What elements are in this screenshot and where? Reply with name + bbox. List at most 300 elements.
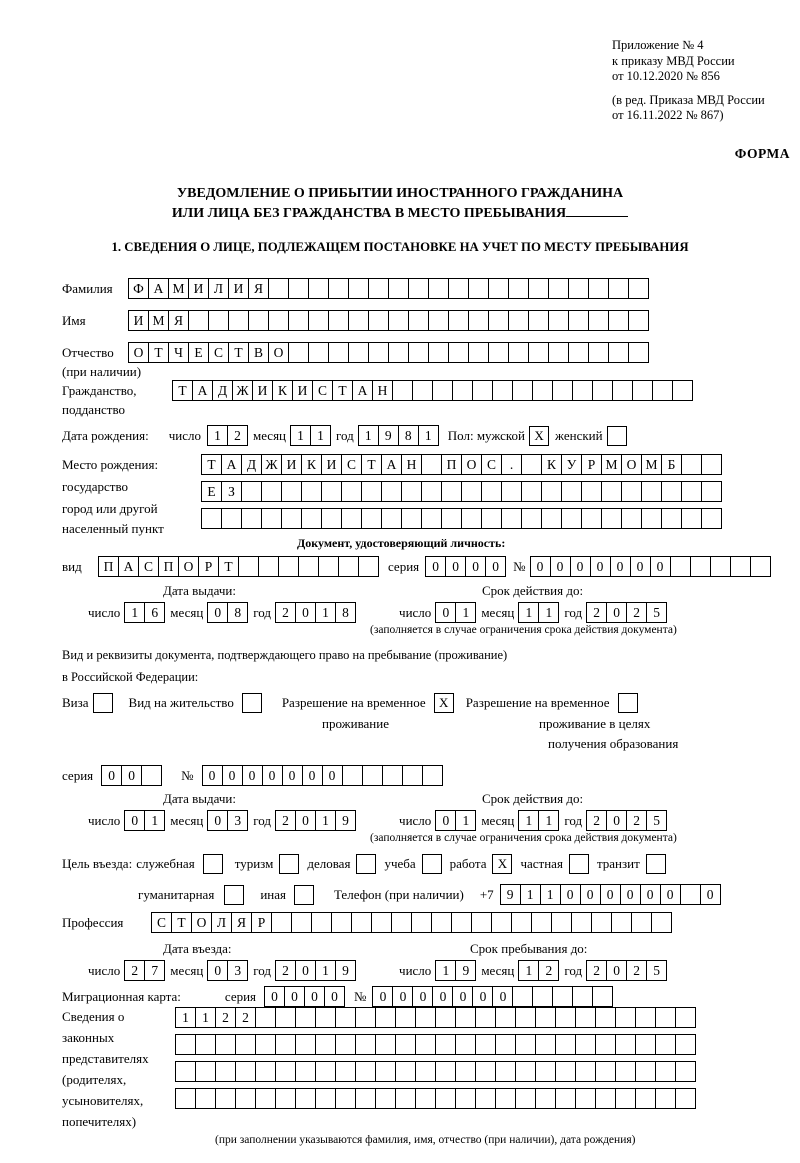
cell[interactable]: 0 xyxy=(580,884,601,905)
residence-checkbox[interactable] xyxy=(242,693,262,713)
cell[interactable]: О xyxy=(621,454,642,475)
cell[interactable]: М xyxy=(168,278,189,299)
cell[interactable] xyxy=(335,1061,356,1082)
cell[interactable] xyxy=(561,508,582,529)
citizenship-input[interactable] xyxy=(172,380,692,401)
cell[interactable] xyxy=(488,310,509,331)
cell[interactable]: 1 xyxy=(315,602,336,623)
cell[interactable] xyxy=(368,278,389,299)
cell[interactable]: 2 xyxy=(275,960,296,981)
cell[interactable]: 2 xyxy=(124,960,145,981)
visa-checkbox[interactable] xyxy=(93,693,113,713)
cell[interactable] xyxy=(261,481,282,502)
cell[interactable] xyxy=(675,1034,696,1055)
cell[interactable] xyxy=(381,481,402,502)
representatives-line3-input[interactable] xyxy=(175,1061,695,1082)
cell[interactable] xyxy=(495,1034,516,1055)
cell[interactable] xyxy=(461,481,482,502)
cell[interactable] xyxy=(475,1088,496,1109)
cell[interactable] xyxy=(395,1061,416,1082)
cell[interactable] xyxy=(568,342,589,363)
sex-male-checkbox[interactable]: Х xyxy=(529,426,549,446)
cell[interactable] xyxy=(595,1007,616,1028)
cell[interactable] xyxy=(275,1034,296,1055)
cell[interactable]: 1 xyxy=(358,425,379,446)
cell[interactable]: Т xyxy=(201,454,222,475)
cell[interactable]: 0 xyxy=(485,556,506,577)
cell[interactable] xyxy=(628,310,649,331)
cell[interactable]: 2 xyxy=(626,602,647,623)
cell[interactable] xyxy=(328,342,349,363)
cell[interactable]: И xyxy=(188,278,209,299)
cell[interactable]: 1 xyxy=(310,425,331,446)
cell[interactable] xyxy=(472,380,493,401)
cell[interactable]: 2 xyxy=(275,810,296,831)
cell[interactable] xyxy=(308,310,329,331)
cell[interactable]: А xyxy=(148,278,169,299)
cell[interactable] xyxy=(235,1061,256,1082)
cell[interactable] xyxy=(275,1061,296,1082)
permit-day-input[interactable] xyxy=(124,810,164,831)
cell[interactable]: О xyxy=(191,912,212,933)
cell[interactable]: О xyxy=(178,556,199,577)
cell[interactable] xyxy=(208,310,229,331)
issue-year-input[interactable] xyxy=(275,602,355,623)
cell[interactable] xyxy=(475,1007,496,1028)
cell[interactable]: Ж xyxy=(261,454,282,475)
cell[interactable] xyxy=(608,342,629,363)
cell[interactable] xyxy=(392,380,413,401)
cell[interactable] xyxy=(601,508,622,529)
cell[interactable]: 0 xyxy=(264,986,285,1007)
cell[interactable] xyxy=(341,481,362,502)
cell[interactable]: 0 xyxy=(620,884,641,905)
cell[interactable] xyxy=(628,278,649,299)
cell[interactable] xyxy=(235,1088,256,1109)
cell[interactable]: 0 xyxy=(606,810,627,831)
cell[interactable] xyxy=(281,508,302,529)
cell[interactable] xyxy=(595,1088,616,1109)
cell[interactable] xyxy=(548,310,569,331)
cell[interactable]: С xyxy=(341,454,362,475)
cell[interactable] xyxy=(595,1034,616,1055)
cell[interactable]: 0 xyxy=(412,986,433,1007)
cell[interactable]: Р xyxy=(198,556,219,577)
cell[interactable]: 1 xyxy=(540,884,561,905)
cell[interactable]: Т xyxy=(171,912,192,933)
cell[interactable] xyxy=(452,380,473,401)
cell[interactable]: 1 xyxy=(518,602,539,623)
cell[interactable]: 0 xyxy=(640,884,661,905)
cell[interactable]: 0 xyxy=(435,602,456,623)
purpose-item-5-checkbox[interactable] xyxy=(569,854,589,874)
cell[interactable] xyxy=(532,380,553,401)
cell[interactable] xyxy=(628,342,649,363)
cell[interactable] xyxy=(670,556,691,577)
cell[interactable] xyxy=(555,1061,576,1082)
cell[interactable]: 1 xyxy=(124,602,145,623)
cell[interactable] xyxy=(175,1034,196,1055)
cell[interactable] xyxy=(631,912,652,933)
cell[interactable]: Н xyxy=(401,454,422,475)
cell[interactable]: 1 xyxy=(175,1007,196,1028)
cell[interactable] xyxy=(675,1007,696,1028)
cell[interactable]: 0 xyxy=(435,810,456,831)
cell[interactable]: 0 xyxy=(124,810,145,831)
cell[interactable]: 0 xyxy=(606,960,627,981)
cell[interactable] xyxy=(681,508,702,529)
cell[interactable]: 2 xyxy=(626,810,647,831)
cell[interactable] xyxy=(395,1034,416,1055)
cell[interactable]: 0 xyxy=(425,556,446,577)
cell[interactable]: 0 xyxy=(101,765,122,786)
cell[interactable] xyxy=(475,1034,496,1055)
permit-month-input[interactable] xyxy=(207,810,247,831)
cell[interactable]: 0 xyxy=(282,765,303,786)
cell[interactable]: 0 xyxy=(322,765,343,786)
cell[interactable] xyxy=(411,912,432,933)
cell[interactable]: 1 xyxy=(435,960,456,981)
cell[interactable] xyxy=(342,765,363,786)
representatives-line1-input[interactable] xyxy=(175,1007,695,1028)
cell[interactable] xyxy=(301,508,322,529)
cell[interactable] xyxy=(491,912,512,933)
identity-number-input[interactable] xyxy=(530,556,770,577)
cell[interactable]: М xyxy=(601,454,622,475)
cell[interactable] xyxy=(275,1088,296,1109)
cell[interactable] xyxy=(495,1088,516,1109)
identity-type-input[interactable] xyxy=(98,556,378,577)
cell[interactable] xyxy=(548,278,569,299)
cell[interactable]: 9 xyxy=(455,960,476,981)
cell[interactable]: 1 xyxy=(290,425,311,446)
cell[interactable] xyxy=(481,508,502,529)
cell[interactable] xyxy=(750,556,771,577)
cell[interactable] xyxy=(535,1007,556,1028)
cell[interactable]: О xyxy=(128,342,149,363)
cell[interactable] xyxy=(412,380,433,401)
cell[interactable] xyxy=(268,278,289,299)
cell[interactable] xyxy=(575,1034,596,1055)
cell[interactable] xyxy=(730,556,751,577)
cell[interactable]: 0 xyxy=(392,986,413,1007)
cell[interactable] xyxy=(295,1061,316,1082)
cell[interactable] xyxy=(195,1088,216,1109)
cell[interactable]: 2 xyxy=(227,425,248,446)
cell[interactable] xyxy=(328,278,349,299)
cell[interactable] xyxy=(388,342,409,363)
cell[interactable] xyxy=(588,342,609,363)
cell[interactable]: 1 xyxy=(195,1007,216,1028)
cell[interactable] xyxy=(448,310,469,331)
cell[interactable]: 0 xyxy=(606,602,627,623)
cell[interactable]: 1 xyxy=(455,810,476,831)
cell[interactable]: 0 xyxy=(304,986,325,1007)
cell[interactable] xyxy=(588,278,609,299)
cell[interactable] xyxy=(382,765,403,786)
cell[interactable]: . xyxy=(501,454,522,475)
cell[interactable] xyxy=(441,481,462,502)
cell[interactable] xyxy=(615,1007,636,1028)
purpose-item-0-checkbox[interactable] xyxy=(203,854,223,874)
cell[interactable]: 2 xyxy=(235,1007,256,1028)
cell[interactable]: 0 xyxy=(570,556,591,577)
cell[interactable]: А xyxy=(352,380,373,401)
cell[interactable] xyxy=(288,278,309,299)
cell[interactable] xyxy=(552,380,573,401)
cell[interactable] xyxy=(268,310,289,331)
cell[interactable] xyxy=(428,310,449,331)
cell[interactable]: 2 xyxy=(586,960,607,981)
cell[interactable]: 0 xyxy=(492,986,513,1007)
cell[interactable] xyxy=(548,342,569,363)
cell[interactable]: 0 xyxy=(610,556,631,577)
cell[interactable]: 5 xyxy=(646,960,667,981)
cell[interactable]: 0 xyxy=(372,986,393,1007)
entry-month-input[interactable] xyxy=(207,960,247,981)
cell[interactable] xyxy=(361,481,382,502)
cell[interactable]: 0 xyxy=(324,986,345,1007)
cell[interactable] xyxy=(568,310,589,331)
stay-day-input[interactable] xyxy=(435,960,475,981)
cell[interactable] xyxy=(341,508,362,529)
cell[interactable] xyxy=(175,1061,196,1082)
cell[interactable] xyxy=(335,1007,356,1028)
cell[interactable] xyxy=(468,310,489,331)
cell[interactable] xyxy=(468,342,489,363)
cell[interactable] xyxy=(621,508,642,529)
cell[interactable]: 0 xyxy=(660,884,681,905)
cell[interactable] xyxy=(255,1061,276,1082)
cell[interactable]: А xyxy=(381,454,402,475)
cell[interactable]: 1 xyxy=(518,960,539,981)
cell[interactable] xyxy=(281,481,302,502)
cell[interactable]: И xyxy=(252,380,273,401)
cell[interactable]: 6 xyxy=(144,602,165,623)
cell[interactable]: Я xyxy=(248,278,269,299)
birth-year-input[interactable] xyxy=(358,425,438,446)
cell[interactable] xyxy=(451,912,472,933)
cell[interactable] xyxy=(608,278,629,299)
cell[interactable] xyxy=(572,380,593,401)
permit-number-input[interactable] xyxy=(202,765,442,786)
cell[interactable]: П xyxy=(441,454,462,475)
cell[interactable]: 0 xyxy=(121,765,142,786)
cell[interactable] xyxy=(238,556,259,577)
cell[interactable] xyxy=(461,508,482,529)
cell[interactable] xyxy=(298,556,319,577)
cell[interactable] xyxy=(455,1061,476,1082)
cell[interactable] xyxy=(635,1007,656,1028)
cell[interactable]: 8 xyxy=(227,602,248,623)
cell[interactable]: 9 xyxy=(378,425,399,446)
cell[interactable]: 2 xyxy=(586,602,607,623)
cell[interactable] xyxy=(288,342,309,363)
cell[interactable] xyxy=(315,1088,336,1109)
cell[interactable] xyxy=(552,986,573,1007)
cell[interactable] xyxy=(521,481,542,502)
cell[interactable] xyxy=(632,380,653,401)
permit-valid-day-input[interactable] xyxy=(435,810,475,831)
birth-month-input[interactable] xyxy=(290,425,330,446)
cell[interactable]: К xyxy=(301,454,322,475)
cell[interactable]: М xyxy=(148,310,169,331)
purpose-item-1-checkbox[interactable] xyxy=(279,854,299,874)
cell[interactable] xyxy=(215,1088,236,1109)
cell[interactable] xyxy=(448,342,469,363)
edu-residence-checkbox[interactable] xyxy=(618,693,638,713)
cell[interactable] xyxy=(175,1088,196,1109)
cell[interactable]: 0 xyxy=(600,884,621,905)
cell[interactable] xyxy=(575,1061,596,1082)
cell[interactable] xyxy=(555,1034,576,1055)
cell[interactable] xyxy=(215,1034,236,1055)
valid-year-input[interactable] xyxy=(586,602,666,623)
cell[interactable] xyxy=(422,765,443,786)
cell[interactable] xyxy=(375,1007,396,1028)
cell[interactable] xyxy=(335,1034,356,1055)
cell[interactable]: 2 xyxy=(538,960,559,981)
cell[interactable]: Т xyxy=(228,342,249,363)
cell[interactable] xyxy=(575,1088,596,1109)
cell[interactable] xyxy=(431,912,452,933)
cell[interactable] xyxy=(615,1034,636,1055)
cell[interactable] xyxy=(258,556,279,577)
cell[interactable]: А xyxy=(118,556,139,577)
cell[interactable] xyxy=(435,1088,456,1109)
cell[interactable]: 0 xyxy=(432,986,453,1007)
cell[interactable]: И xyxy=(321,454,342,475)
permit-series-input[interactable] xyxy=(101,765,161,786)
cell[interactable]: Я xyxy=(231,912,252,933)
cell[interactable]: А xyxy=(192,380,213,401)
cell[interactable] xyxy=(248,310,269,331)
cell[interactable] xyxy=(535,1034,556,1055)
cell[interactable]: 0 xyxy=(590,556,611,577)
cell[interactable] xyxy=(535,1088,556,1109)
cell[interactable] xyxy=(515,1061,536,1082)
cell[interactable] xyxy=(655,1007,676,1028)
cell[interactable] xyxy=(612,380,633,401)
cell[interactable] xyxy=(435,1034,456,1055)
cell[interactable] xyxy=(288,310,309,331)
birthplace-line1-input[interactable] xyxy=(201,454,721,475)
cell[interactable]: 3 xyxy=(227,960,248,981)
cell[interactable] xyxy=(261,508,282,529)
cell[interactable]: 8 xyxy=(398,425,419,446)
cell[interactable] xyxy=(531,912,552,933)
purpose-item-3-checkbox[interactable] xyxy=(422,854,442,874)
cell[interactable] xyxy=(435,1007,456,1028)
cell[interactable] xyxy=(295,1088,316,1109)
cell[interactable] xyxy=(351,912,372,933)
cell[interactable] xyxy=(335,1088,356,1109)
cell[interactable]: И xyxy=(292,380,313,401)
cell[interactable] xyxy=(401,508,422,529)
cell[interactable] xyxy=(528,342,549,363)
cell[interactable]: 2 xyxy=(586,810,607,831)
cell[interactable] xyxy=(501,508,522,529)
cell[interactable] xyxy=(201,508,222,529)
cell[interactable] xyxy=(375,1061,396,1082)
name-input[interactable] xyxy=(128,310,648,331)
cell[interactable]: 0 xyxy=(295,960,316,981)
cell[interactable]: А xyxy=(221,454,242,475)
cell[interactable]: Д xyxy=(212,380,233,401)
cell[interactable] xyxy=(471,912,492,933)
cell[interactable]: Я xyxy=(168,310,189,331)
cell[interactable] xyxy=(195,1034,216,1055)
cell[interactable]: 1 xyxy=(315,960,336,981)
cell[interactable]: 1 xyxy=(207,425,228,446)
cell[interactable]: В xyxy=(248,342,269,363)
cell[interactable] xyxy=(395,1007,416,1028)
cell[interactable]: 0 xyxy=(530,556,551,577)
cell[interactable] xyxy=(441,508,462,529)
cell[interactable] xyxy=(508,310,529,331)
cell[interactable] xyxy=(488,278,509,299)
cell[interactable] xyxy=(408,278,429,299)
cell[interactable] xyxy=(508,342,529,363)
cell[interactable]: И xyxy=(228,278,249,299)
permit-valid-month-input[interactable] xyxy=(518,810,558,831)
cell[interactable] xyxy=(348,310,369,331)
cell[interactable] xyxy=(501,481,522,502)
surname-input[interactable] xyxy=(128,278,648,299)
cell[interactable] xyxy=(635,1088,656,1109)
cell[interactable]: Д xyxy=(241,454,262,475)
cell[interactable] xyxy=(495,1061,516,1082)
cell[interactable] xyxy=(415,1034,436,1055)
issue-day-input[interactable] xyxy=(124,602,164,623)
cell[interactable] xyxy=(512,986,533,1007)
sex-female-checkbox[interactable] xyxy=(607,426,627,446)
cell[interactable] xyxy=(571,912,592,933)
cell[interactable]: 0 xyxy=(472,986,493,1007)
permit-valid-year-input[interactable] xyxy=(586,810,666,831)
cell[interactable]: С xyxy=(208,342,229,363)
cell[interactable]: 9 xyxy=(335,960,356,981)
purpose-item2-0-checkbox[interactable] xyxy=(224,885,244,905)
cell[interactable]: И xyxy=(128,310,149,331)
cell[interactable] xyxy=(635,1034,656,1055)
cell[interactable] xyxy=(355,1007,376,1028)
cell[interactable] xyxy=(408,342,429,363)
cell[interactable]: 9 xyxy=(335,810,356,831)
cell[interactable] xyxy=(295,1034,316,1055)
cell[interactable] xyxy=(515,1034,536,1055)
cell[interactable] xyxy=(591,912,612,933)
birthplace-line2-input[interactable] xyxy=(201,481,721,502)
cell[interactable] xyxy=(328,310,349,331)
cell[interactable]: 0 xyxy=(445,556,466,577)
cell[interactable]: Т xyxy=(172,380,193,401)
cell[interactable] xyxy=(555,1007,576,1028)
cell[interactable] xyxy=(355,1088,376,1109)
cell[interactable] xyxy=(301,481,322,502)
cell[interactable]: 1 xyxy=(538,602,559,623)
cell[interactable] xyxy=(681,481,702,502)
entry-day-input[interactable] xyxy=(124,960,164,981)
cell[interactable] xyxy=(355,1061,376,1082)
cell[interactable] xyxy=(358,556,379,577)
cell[interactable]: С xyxy=(151,912,172,933)
cell[interactable]: 1 xyxy=(538,810,559,831)
cell[interactable] xyxy=(528,310,549,331)
identity-series-input[interactable] xyxy=(425,556,505,577)
cell[interactable]: Ч xyxy=(168,342,189,363)
cell[interactable]: 0 xyxy=(207,810,228,831)
